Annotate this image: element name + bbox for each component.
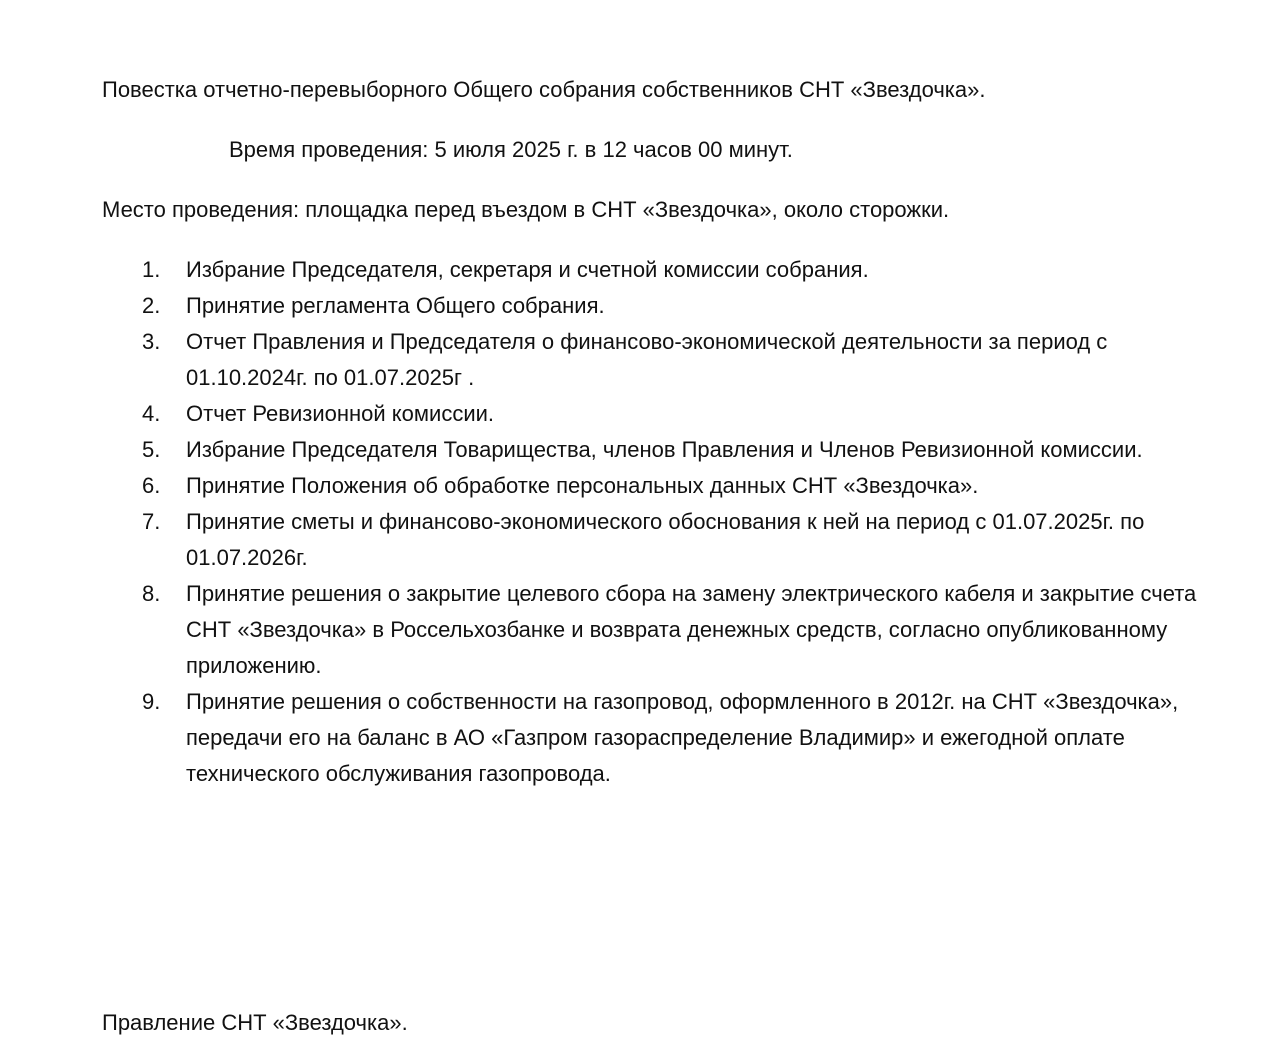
agenda-item-number: 2. [142, 293, 161, 318]
agenda-item-number: 3. [142, 329, 161, 354]
agenda-item [142, 684, 1202, 792]
agenda-item [142, 468, 1202, 504]
agenda-item [142, 576, 1202, 684]
agenda-item-number: 7. [142, 509, 161, 534]
agenda-item-number: 9. [142, 689, 161, 714]
agenda-item-text: Принятие решения о закрытие целевого сбора на замену электрического кабеля и закрытие счета СНТ «Звездочка» в Россельхозбанке и возврата денежных средств, согласно опубликованному приложению. [186, 581, 1197, 678]
meeting-place: Место проведения: площадка перед въездом в СНТ «Звездочка», около сторожки. [102, 197, 950, 222]
agenda-item-text: Отчет Правления и Председателя о финансово-экономической деятельности за период с 01.10.2024г. по 01.07.2025г . [186, 329, 1108, 390]
agenda-item [142, 324, 1202, 396]
agenda-item-text: Принятие регламента Общего собрания. [186, 293, 605, 318]
agenda-item-number: 8. [142, 581, 161, 606]
meeting-time: Время проведения: 5 июля 2025 г. в 12 часов 00 минут. [229, 137, 793, 162]
agenda-item [142, 432, 1202, 468]
agenda-item-number: 1. [142, 257, 161, 282]
signature: Правление СНТ «Звездочка». [102, 1010, 408, 1035]
agenda-item-text: Принятие решения о собственности на газопровод, оформленного в 2012г. на СНТ «Звездочка», передачи его на баланс в АО «Газпром газораспределение Владимир» и ежегодной оплате технического обслуживания газопровода. [186, 689, 1179, 786]
document-title: Повестка отчетно-перевыборного Общего собрания собственников СНТ «Звездочка». [102, 77, 986, 102]
agenda-item-text: Отчет Ревизионной комиссии. [186, 401, 495, 426]
agenda-item [142, 396, 1202, 432]
agenda-item [142, 252, 1202, 288]
agenda-item [142, 288, 1202, 324]
agenda-item-text: Принятие Положения об обработке персональных данных СНТ «Звездочка». [186, 473, 979, 498]
agenda-item-text: Избрание Председателя Товарищества, членов Правления и Членов Ревизионной комиссии. [186, 437, 1143, 462]
agenda-list [142, 252, 1202, 792]
agenda-item-text: Принятие сметы и финансово-экономического обоснования к ней на период с 01.07.2025г. по 01.07.2026г. [186, 509, 1145, 570]
agenda-item [142, 504, 1202, 576]
agenda-item-text: Избрание Председателя, секретаря и счетной комиссии собрания. [186, 257, 869, 282]
agenda-item-number: 6. [142, 473, 161, 498]
agenda-item-number: 4. [142, 401, 161, 426]
agenda-item-number: 5. [142, 437, 161, 462]
